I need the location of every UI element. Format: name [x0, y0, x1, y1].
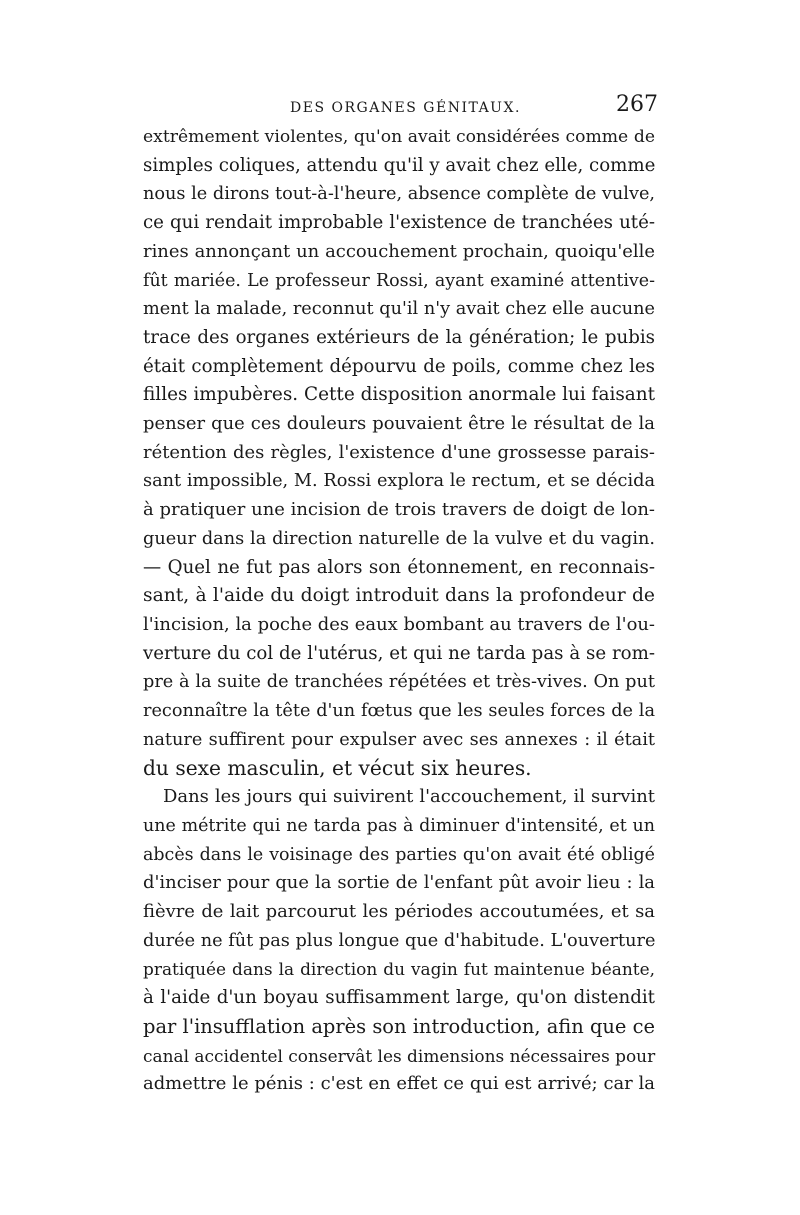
text-line: sant impossible, M. Rossi explora le rectum, et se décida [143, 471, 655, 492]
text-line: ment la malade, reconnut qu'il n'y avait chez elle aucune [143, 299, 655, 320]
text-line: à l'aide d'un boyau suffisamment large, qu'on distendit [143, 987, 655, 1009]
text-line: fût mariée. Le professeur Rossi, ayant examiné attentive- [143, 270, 655, 291]
text-line: extrêmement violentes, qu'on avait considérées comme de [143, 127, 655, 147]
text-line: Dans les jours qui suivirent l'accouchement, il survint [163, 786, 655, 808]
text-line: — Quel ne fut pas alors son étonnement, en reconnais- [143, 556, 655, 578]
text-line: était complètement dépourvu de poils, comme chez les [143, 355, 655, 377]
text-line: abcès dans le voisinage des parties qu'on avait été obligé [143, 844, 655, 865]
text-line: du sexe masculin, et vécut six heures. [143, 756, 532, 781]
text-line: durée ne fût pas plus longue que d'habitude. L'ouverture [143, 930, 656, 951]
text-line: d'inciser pour que la sortie de l'enfant pût avoir lieu : la [143, 872, 655, 894]
text-line: pre à la suite de tranchées répétées et très-vives. On put [143, 672, 655, 693]
text-line: ce qui rendait improbable l'existence de tranchées uté- [143, 212, 655, 234]
running-head: DES ORGANES GÉNITAUX. [290, 100, 521, 116]
body-text [143, 123, 655, 1099]
text-line: rines annonçant un accouchement prochain, quoiqu'elle [143, 240, 655, 262]
text-line: canal accidentel conservât les dimensions nécessaires pour [143, 1045, 656, 1066]
text-line: nature suffirent pour expulser avec ses annexes : il était [143, 729, 655, 750]
text-line: filles impubères. Cette disposition anormale lui faisant [143, 384, 656, 406]
text-line: sant, à l'aide du doigt introduit dans la profondeur de [143, 585, 655, 607]
text-line: fièvre de lait parcourut les périodes accoutumées, et sa [143, 900, 655, 922]
text-line: reconnaître la tête d'un fœtus que les seules forces de la [143, 701, 655, 722]
text-line: nous le dirons tout-à-l'heure, absence complète de vulve, [143, 184, 656, 205]
text-line: une métrite qui ne tarda pas à diminuer d'intensité, et un [143, 815, 655, 836]
page-header [138, 92, 658, 126]
text-line: à pratiquer une incision de trois travers de doigt de lon- [143, 499, 655, 521]
page-number: 267 [616, 92, 658, 117]
text-line: verture du col de l'utérus, et qui ne tarda pas à se rom- [143, 642, 655, 664]
text-line: gueur dans la direction naturelle de la vulve et du vagin. [143, 528, 655, 549]
text-line: pratiquée dans la direction du vagin fut maintenue béante, [143, 959, 655, 980]
text-line: par l'insufflation après son introduction, afin que ce [143, 1014, 655, 1038]
text-line: l'incision, la poche des eaux bombant au travers de l'ou- [143, 613, 655, 635]
text-line: trace des organes extérieurs de la génération; le pubis [143, 326, 655, 348]
text-line: admettre le pénis : c'est en effet ce qui est arrivé; car la [143, 1073, 655, 1095]
text-line: penser que ces douleurs pouvaient être le résultat de la [143, 413, 655, 435]
text-line: simples coliques, attendu qu'il y avait chez elle, comme [143, 154, 656, 176]
text-line: rétention des règles, l'existence d'une grossesse parais- [143, 441, 655, 463]
